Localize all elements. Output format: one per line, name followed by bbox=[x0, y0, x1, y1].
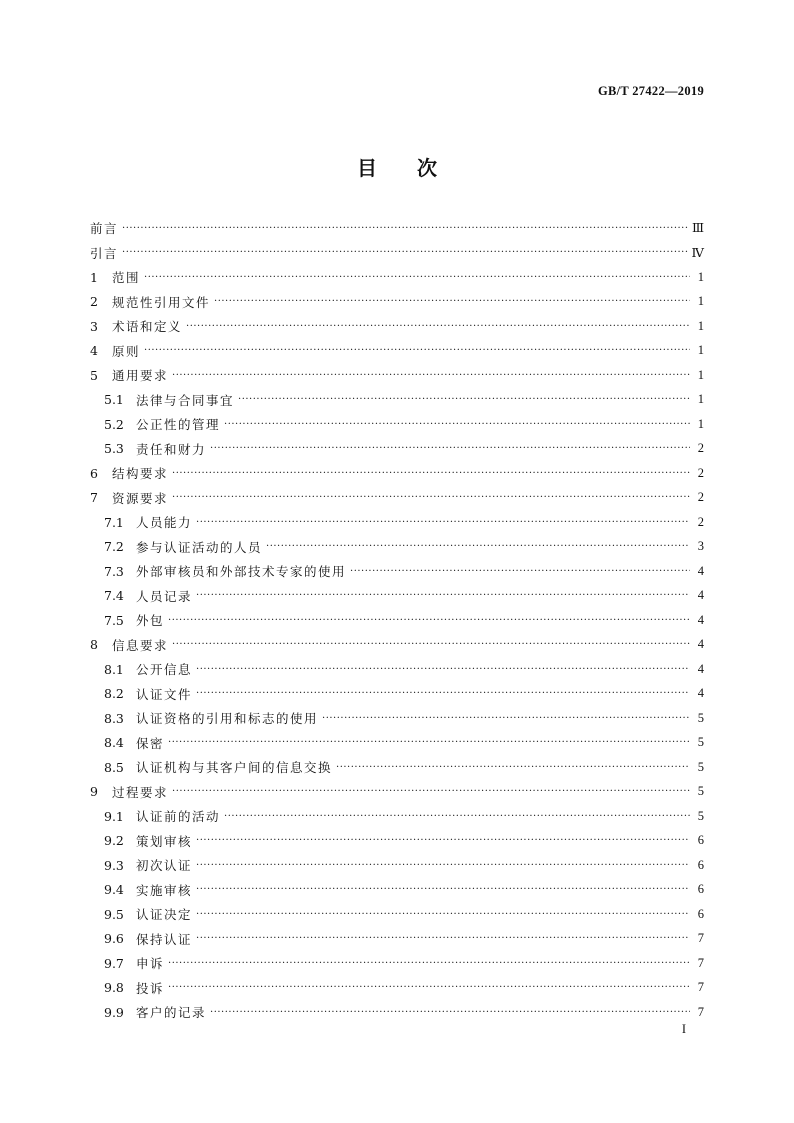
toc-entry[interactable] bbox=[90, 363, 704, 388]
toc-entry-label: 认证前的活动 bbox=[136, 809, 221, 825]
toc-leader-dots bbox=[196, 517, 690, 528]
toc-entry-page: 4 bbox=[697, 686, 704, 701]
toc-leader-dots bbox=[196, 909, 690, 920]
toc-entry-number: 6 bbox=[90, 465, 98, 481]
toc-entry-page: 2 bbox=[697, 441, 704, 456]
toc-entry-number: 8.5 bbox=[104, 759, 124, 775]
toc-entry-number: 9.7 bbox=[104, 955, 124, 971]
toc-entry-label: 公开信息 bbox=[136, 662, 193, 678]
toc-entry[interactable] bbox=[90, 706, 704, 731]
toc-entry-page: Ⅲ bbox=[691, 221, 704, 236]
toc-entry-page: 5 bbox=[697, 784, 704, 799]
toc-entry-page: 2 bbox=[697, 514, 704, 529]
toc-entry-number: 9.8 bbox=[104, 980, 124, 996]
toc-entry[interactable] bbox=[90, 657, 704, 682]
toc-entry-number: 9.6 bbox=[104, 931, 124, 947]
toc-entry[interactable] bbox=[90, 314, 704, 339]
toc-entry-number: 2 bbox=[90, 294, 98, 310]
toc-entry-number: 5.2 bbox=[104, 416, 124, 432]
toc-entry-page: 1 bbox=[697, 269, 704, 284]
toc-leader-dots bbox=[122, 247, 687, 258]
toc-entry-label: 参与认证活动的人员 bbox=[136, 539, 263, 555]
toc-leader-dots bbox=[196, 860, 690, 871]
toc-entry-label: 认证资格的引用和标志的使用 bbox=[136, 711, 319, 727]
toc-entry[interactable] bbox=[90, 290, 704, 315]
toc-entry-label: 认证机构与其客户间的信息交换 bbox=[136, 760, 333, 776]
standard-code: GB/T 27422—2019 bbox=[597, 84, 704, 98]
toc-entry[interactable] bbox=[90, 853, 704, 878]
toc-entry-label: 保密 bbox=[136, 735, 165, 751]
toc-entry-label: 实施审核 bbox=[136, 882, 193, 898]
toc-leader-dots bbox=[196, 688, 690, 699]
toc-entry-label: 客户的记录 bbox=[136, 1005, 207, 1021]
page-number: I bbox=[681, 1022, 686, 1036]
toc-entry[interactable] bbox=[90, 461, 704, 486]
toc-entry-number: 8.2 bbox=[104, 686, 124, 702]
toc-entry-label: 资源要求 bbox=[112, 490, 169, 506]
toc-entry[interactable] bbox=[90, 1000, 704, 1025]
toc-entry-page: 2 bbox=[697, 465, 704, 480]
toc-entry-label: 术语和定义 bbox=[112, 319, 183, 335]
toc-entry-number: 9.4 bbox=[104, 882, 124, 898]
toc-entry-number: 5.1 bbox=[104, 392, 124, 408]
toc-entry[interactable] bbox=[90, 559, 704, 584]
toc-entry-page: 1 bbox=[697, 416, 704, 431]
toc-entry-page: 4 bbox=[697, 637, 704, 652]
toc-entry-label: 过程要求 bbox=[112, 784, 169, 800]
toc-entry-number: 8 bbox=[90, 637, 98, 653]
toc-leader-dots bbox=[210, 1007, 690, 1018]
toc-entry-number: 7.1 bbox=[104, 514, 124, 530]
toc-leader-dots bbox=[196, 835, 690, 846]
toc-leader-dots bbox=[266, 541, 690, 552]
toc-entry-page: 4 bbox=[697, 612, 704, 627]
toc-entry-label: 引言 bbox=[90, 245, 119, 261]
toc-entry-number: 5.3 bbox=[104, 441, 124, 457]
toc-entry-page: 1 bbox=[697, 318, 704, 333]
toc-entry-page: 6 bbox=[697, 882, 704, 897]
toc-leader-dots bbox=[168, 958, 690, 969]
toc-entry-number: 7.4 bbox=[104, 588, 124, 604]
toc-entry-label: 外包 bbox=[136, 613, 165, 629]
toc-leader-dots bbox=[168, 982, 690, 993]
toc-entry-page: 7 bbox=[697, 931, 704, 946]
toc-entry-label: 前言 bbox=[90, 221, 119, 237]
toc-entry-number: 4 bbox=[90, 343, 98, 359]
toc-entry-page: 4 bbox=[697, 661, 704, 676]
toc-entry[interactable] bbox=[90, 927, 704, 952]
toc-entry-label: 范围 bbox=[112, 270, 141, 286]
toc-entry-label: 原则 bbox=[112, 343, 141, 359]
toc-entry-label: 公正性的管理 bbox=[136, 417, 221, 433]
toc-entry-label: 结构要求 bbox=[112, 466, 169, 482]
toc-entry-label: 外部审核员和外部技术专家的使用 bbox=[136, 564, 347, 580]
toc-entry[interactable] bbox=[90, 951, 704, 976]
toc-entry-number: 7.2 bbox=[104, 539, 124, 555]
toc-leader-dots bbox=[196, 664, 690, 675]
toc-entry-page: 7 bbox=[697, 980, 704, 995]
toc-entry[interactable] bbox=[90, 608, 704, 633]
toc-entry[interactable] bbox=[90, 388, 704, 413]
toc-entry-number: 5 bbox=[90, 367, 98, 383]
toc-entry-number: 9.9 bbox=[104, 1004, 124, 1020]
toc-entry-page: 6 bbox=[697, 833, 704, 848]
toc-entry[interactable] bbox=[90, 339, 704, 364]
toc-entry-number: 8.1 bbox=[104, 661, 124, 677]
toc-entry-number: 7.3 bbox=[104, 563, 124, 579]
table-of-contents bbox=[90, 216, 704, 1025]
toc-leader-dots bbox=[144, 345, 690, 356]
toc-leader-dots bbox=[172, 492, 690, 503]
toc-entry-page: 5 bbox=[697, 808, 704, 823]
page-title: 目次 bbox=[357, 156, 477, 180]
toc-entry[interactable] bbox=[90, 437, 704, 462]
toc-entry-page: 7 bbox=[697, 1004, 704, 1019]
toc-entry[interactable] bbox=[90, 755, 704, 780]
toc-leader-dots bbox=[196, 590, 690, 601]
toc-leader-dots bbox=[144, 272, 690, 283]
toc-entry-number: 9.2 bbox=[104, 833, 124, 849]
toc-entry-number: 3 bbox=[90, 318, 98, 334]
toc-entry[interactable] bbox=[90, 241, 704, 266]
toc-leader-dots bbox=[322, 713, 690, 724]
toc-entry-label: 认证文件 bbox=[136, 686, 193, 702]
toc-leader-dots bbox=[214, 296, 690, 307]
toc-entry[interactable] bbox=[90, 633, 704, 658]
toc-entry[interactable] bbox=[90, 780, 704, 805]
toc-entry-page: 5 bbox=[697, 759, 704, 774]
toc-entry-number: 1 bbox=[90, 269, 98, 285]
toc-entry[interactable] bbox=[90, 902, 704, 927]
toc-entry-page: 7 bbox=[697, 955, 704, 970]
toc-entry-page: 6 bbox=[697, 857, 704, 872]
toc-leader-dots bbox=[350, 566, 690, 577]
toc-entry-number: 8.3 bbox=[104, 710, 124, 726]
toc-leader-dots bbox=[224, 811, 690, 822]
toc-entry-page: 1 bbox=[697, 294, 704, 309]
toc-entry-page: 6 bbox=[697, 906, 704, 921]
toc-entry[interactable] bbox=[90, 829, 704, 854]
toc-entry-number: 7.5 bbox=[104, 612, 124, 628]
toc-entry[interactable] bbox=[90, 731, 704, 756]
toc-entry-page: 1 bbox=[697, 367, 704, 382]
toc-entry-page: 3 bbox=[697, 539, 704, 554]
toc-entry-number: 8.4 bbox=[104, 735, 124, 751]
toc-entry[interactable] bbox=[90, 584, 704, 609]
toc-entry[interactable] bbox=[90, 535, 704, 560]
toc-entry-page: Ⅳ bbox=[691, 245, 704, 260]
toc-leader-dots bbox=[196, 933, 690, 944]
toc-entry[interactable] bbox=[90, 486, 704, 511]
toc-entry-page: 1 bbox=[697, 392, 704, 407]
toc-entry-page: 4 bbox=[697, 588, 704, 603]
toc-entry-label: 人员记录 bbox=[136, 588, 193, 604]
toc-leader-dots bbox=[196, 884, 690, 895]
toc-entry-number: 9.5 bbox=[104, 906, 124, 922]
toc-leader-dots bbox=[172, 370, 690, 381]
toc-entry-label: 责任和财力 bbox=[136, 441, 207, 457]
toc-entry-label: 申诉 bbox=[136, 956, 165, 972]
toc-entry-label: 规范性引用文件 bbox=[112, 294, 211, 310]
toc-entry-label: 保持认证 bbox=[136, 931, 193, 947]
toc-leader-dots bbox=[186, 321, 690, 332]
toc-entry-number: 7 bbox=[90, 490, 98, 506]
toc-entry-label: 投诉 bbox=[136, 980, 165, 996]
toc-leader-dots bbox=[224, 419, 690, 430]
toc-entry[interactable] bbox=[90, 878, 704, 903]
toc-leader-dots bbox=[210, 443, 690, 454]
toc-entry-label: 策划审核 bbox=[136, 833, 193, 849]
toc-entry-label: 信息要求 bbox=[112, 637, 169, 653]
toc-entry-label: 初次认证 bbox=[136, 858, 193, 874]
toc-entry-page: 5 bbox=[697, 735, 704, 750]
toc-entry-label: 通用要求 bbox=[112, 368, 169, 384]
toc-entry[interactable] bbox=[90, 412, 704, 437]
toc-entry-page: 2 bbox=[697, 490, 704, 505]
toc-entry[interactable] bbox=[90, 976, 704, 1001]
toc-entry-page: 4 bbox=[697, 563, 704, 578]
toc-leader-dots bbox=[172, 639, 690, 650]
toc-leader-dots bbox=[336, 762, 690, 773]
toc-entry-number: 9.3 bbox=[104, 857, 124, 873]
toc-entry-label: 认证决定 bbox=[136, 907, 193, 923]
toc-entry-page: 5 bbox=[697, 710, 704, 725]
toc-leader-dots bbox=[168, 737, 690, 748]
toc-entry-number: 9.1 bbox=[104, 808, 124, 824]
toc-leader-dots bbox=[172, 786, 690, 797]
toc-entry[interactable] bbox=[90, 510, 704, 535]
toc-entry-page: 1 bbox=[697, 343, 704, 358]
toc-entry-label: 人员能力 bbox=[136, 515, 193, 531]
toc-leader-dots bbox=[238, 394, 690, 405]
toc-leader-dots bbox=[168, 615, 690, 626]
toc-entry[interactable] bbox=[90, 804, 704, 829]
toc-leader-dots bbox=[172, 468, 690, 479]
toc-entry[interactable] bbox=[90, 265, 704, 290]
toc-entry[interactable] bbox=[90, 216, 704, 241]
toc-entry-label: 法律与合同事宜 bbox=[136, 392, 235, 408]
toc-entry-number: 9 bbox=[90, 784, 98, 800]
toc-entry[interactable] bbox=[90, 682, 704, 707]
toc-leader-dots bbox=[122, 223, 688, 234]
